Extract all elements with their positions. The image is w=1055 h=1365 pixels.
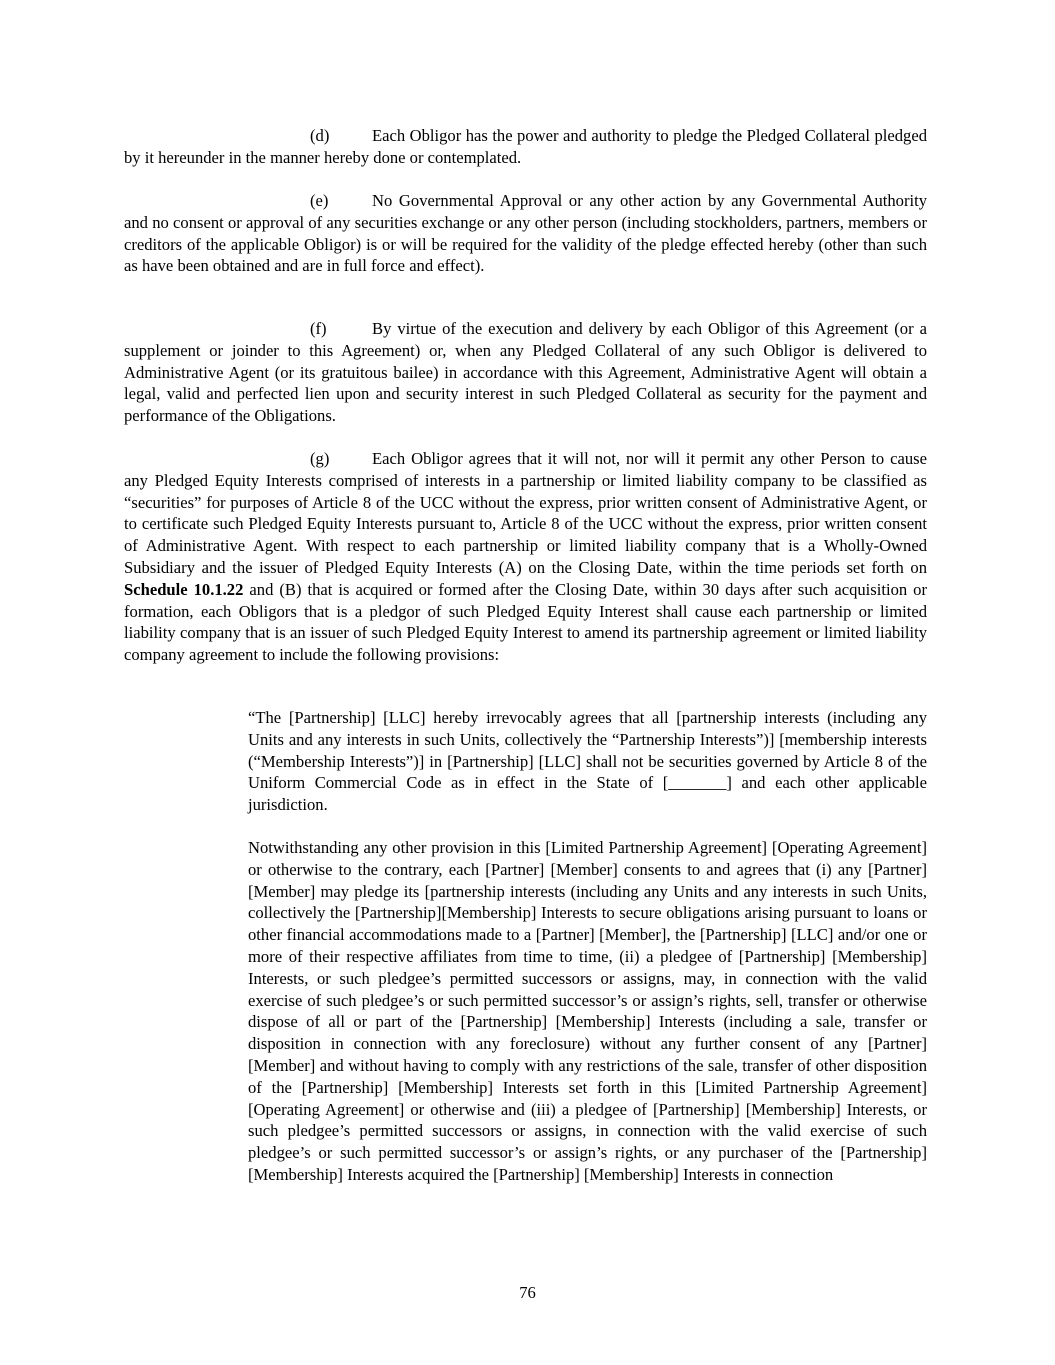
paragraph-f-marker: (f)	[310, 319, 327, 338]
paragraph-g-text-before: Each Obligor agrees that it will not, nor will it permit any other Person to cause any Pledged Equity Interests comprised of interests in a partnership or limited liability company to be classified as “securities” for purposes of Article 8 of the UCC without the express, prior written consent of Administrative Agent, or to certificate such Pledged Equity Interests pursuant to, Article 8 of the UCC without the express, prior written consent of Administrative Agent. With respect to each partnership or limited liability company that is a Wholly-Owned Subsidiary and the issuer of Pledged Equity Interests (A) on the Closing Date, within the time periods set forth on	[124, 449, 927, 577]
paragraph-d-text: Each Obligor has the power and authority to pledge the Pledged Collateral pledged by it hereunder in the manner hereby done or contemplated.	[124, 126, 927, 167]
paragraph-e-text: No Governmental Approval or any other action by any Governmental Authority and no consent or approval of any securities exchange or any other person (including stockholders, partners, members or creditors of the applicable Obligor) is or will be required for the validity of the pledge effected hereby (other than such as have been obtained and are in full force and effect).	[124, 191, 927, 276]
paragraph-e	[124, 190, 927, 277]
paragraph-e-marker: (e)	[310, 191, 329, 210]
paragraph-d-marker: (d)	[310, 126, 330, 145]
paragraph-d	[124, 125, 927, 169]
paragraph-g-marker: (g)	[310, 449, 330, 468]
paragraph-f-text: By virtue of the execution and delivery by each Obligor of this Agreement (or a supplement or joinder to this Agreement) or, when any Pledged Collateral of any such Obligor is delivered to Administrative Agent (or its gratuitous bailee) in accordance with this Agreement, Administrative Agent will obtain a legal, valid and perfected lien upon and security interest in such Pledged Collateral as security for the payment and performance of the Obligations.	[124, 319, 927, 426]
quoted-provision-2: Notwithstanding any other provision in this [Limited Partnership Agreement] [Operating Agreement] or otherwise to the contrary, each [Partner] [Member] consents to and agrees that (i) any [Partner] [Member] may pledge its [partnership interests (including any Units and any interests in such Units, collectively the [Partnership][Membership] Interests to secure obligations arising pursuant to loans or other financial accommodations made to a [Partner] [Member], the [Partnership] [LLC] and/or one or more of their respective affiliates from time to time, (ii) a pledgee of [Partnership] [Membership] Interests, or such pledgee’s permitted successors or assigns, may, in connection with the valid exercise of such pledgee’s or such permitted successor’s or assign’s rights, sell, transfer or otherwise dispose of all or part of the [Partnership] [Membership] Interests (including a sale, transfer or disposition in connection with any foreclosure) without any further consent of any [Partner] [Member] and without having to comply with any restrictions of the sale, transfer of other disposition of the [Partnership] [Membership] Interests set forth in this [Limited Partnership Agreement] [Operating Agreement] or otherwise and (iii) a pledgee of [Partnership] [Membership] Interests, or such pledgee’s permitted successors or assigns, in connection with the valid exercise of such pledgee’s or such permitted successor’s or assign’s rights, or any purchaser of the [Partnership] [Membership] Interests acquired the [Partnership] [Membership] Interests in connection	[248, 838, 927, 1184]
paragraph-g-text-after: and (B) that is acquired or formed after the Closing Date, within 30 days after such acquisition or formation, each Obligors that is a pledgor of such Pledged Equity Interest shall cause each partnership or limited liability company that is an issuer of such Pledged Equity Interest to amend its partnership agreement or limited liability company agreement to include the following provisions:	[124, 579, 927, 665]
quoted-provision-1: “The [Partnership] [LLC] hereby irrevocably agrees that all [partnership interests (including any Units and any interests in such Units, collectively the “Partnership Interests”)] [membership interests (“Membership Interests”)] in [Partnership] [LLC] shall not be securities governed by Article 8 of the Uniform Commercial Code as in effect in the State of [_______] and each other applicable jurisdiction.	[248, 708, 927, 815]
schedule-reference: Schedule 10.1.22	[124, 579, 244, 599]
page-number: 76	[519, 1283, 536, 1302]
paragraph-g	[124, 448, 927, 666]
paragraph-f	[124, 318, 927, 427]
